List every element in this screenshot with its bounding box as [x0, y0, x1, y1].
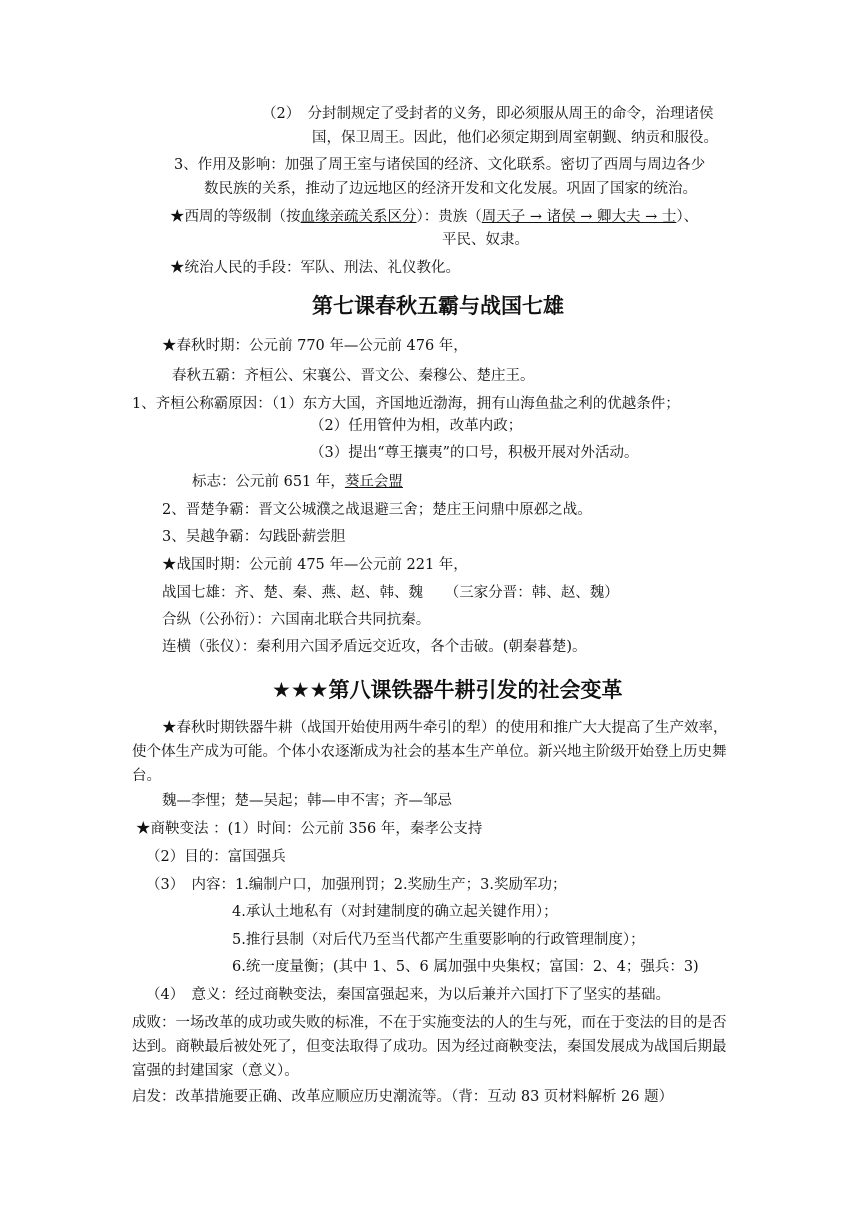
text-line: 数民族的关系，推动了边远地区的经济开发和文化发展。巩固了国家的统治。 — [204, 181, 697, 197]
text-line: 连横（张仪）：秦利用六国矛盾远交近攻，各个击破。(朝秦暮楚)。 — [162, 639, 587, 655]
text-line: ★春秋时期：公元前 770 年—公元前 476 年， — [162, 338, 468, 354]
text-line: ★商鞅变法 ：(1）时间：公元前 356 年，秦孝公支持 — [136, 821, 483, 837]
text-line: 3、吴越争霸：勾践卧薪尝胆 — [162, 529, 346, 545]
text-line: 合纵（公孙衍）：六国南北联合共同抗秦。 — [162, 612, 431, 628]
text-line: 1、齐桓公称霸原因：（1）东方大国，齐国地近渤海，拥有山海鱼盐之利的优越条件； — [132, 396, 680, 412]
text-line: 4.承认土地私有（对封建制度的确立起关键作用）； — [232, 904, 558, 920]
text-line: 启发：改革措施要正确、改革应顺应历史潮流等。（背：互动 83 页材料解析 26 题） — [132, 1089, 674, 1105]
text-line: 6.统一度量衡；(其中 1、5、6 属加强中央集权；富国：2、4；强兵：3) — [232, 959, 699, 975]
text-line: （2）目的：富国强兵 — [146, 849, 286, 865]
text-line: （2）任用管仲为相，改革内政； — [310, 418, 523, 434]
text-line: 魏—李悝；楚—吴起；韩—申不害；齐—邹忌 — [162, 793, 452, 809]
text-span: 标志：公元前 651 年， — [192, 474, 345, 490]
lesson-8-heading: ★★★第八课铁器牛耕引发的社会变革 — [272, 678, 623, 702]
paragraph: ★春秋时期铁器牛耕（战国开始使用两牛牵引的犁）的使用和推广大大提高了生产效率，使个体生产成为可能。个体小农逐渐成为社会的基本生产单位。新兴地主阶级开始登上历史舞台。 — [132, 720, 728, 784]
text-line: （4） 意义：经过商鞅变法，秦国富强起来，为以后兼并六国打下了坚实的基础。 — [146, 987, 670, 1003]
text-line: 3、作用及影响：加强了周王室与诸侯国的经济、文化联系。密切了西周与周边各少 — [174, 157, 706, 173]
text-line: ★战国时期：公元前 475 年—公元前 221 年， — [162, 557, 468, 573]
text-line: 5.推行县制（对后代乃至当代都产生重要影响的行政管理制度）； — [232, 932, 645, 948]
text-line: 平民、奴隶。 — [442, 232, 529, 248]
underlined-term: 血缘亲疏关系区分 — [300, 209, 417, 225]
text-line: （3） 内容：1.编制户口，加强刑罚；2.奖励生产；3.奖励军功； — [146, 877, 567, 893]
text-span: ★西周的等级制（按 — [170, 209, 301, 225]
text-span: ）：贵族（ — [416, 209, 482, 225]
text-line: 春秋五霸：齐桓公、宋襄公、晋文公、秦穆公、楚庄王。 — [172, 368, 535, 384]
text-line: （2） 分封制规定了受封者的义务，即必须服从周王的命令，治理诸侯 — [262, 106, 714, 122]
text-line: 国，保卫周王。因此，他们必须定期到周室朝觐、纳贡和服役。 — [312, 130, 718, 146]
underlined-term: 葵丘会盟 — [344, 474, 403, 490]
hierarchy-chain: 周天子 → 诸侯 → 卿大夫 → 士 — [481, 209, 677, 225]
text-line: 2、晋楚争霸：晋文公城濮之战退避三舍；楚庄王问鼎中原邲之战。 — [162, 502, 592, 518]
lesson-7-heading: 第七课春秋五霸与战国七雄 — [312, 294, 564, 318]
text-line: （3）提出“尊王攘夷”的口号，积极开展对外活动。 — [310, 445, 639, 461]
text-line: 战国七雄：齐、楚、秦、燕、赵、韩、魏 （三家分晋：韩、赵、魏） — [162, 585, 619, 601]
text-line — [192, 472, 403, 492]
text-line: ★统治人民的手段：军队、刑法、礼仪教化。 — [170, 260, 460, 276]
text-line-hierarchy — [170, 207, 698, 227]
paragraph: 成败：一场改革的成功或失败的标准，不在于实施变法的人的生与死，而在于变法的目的是否达到。商鞅最后被处死了，但变法取得了成功。因为经过商鞅变法，秦国发展成为战国后期最富强的封建国家（意义）。 — [132, 1015, 727, 1079]
text-span: ）、 — [676, 209, 699, 225]
